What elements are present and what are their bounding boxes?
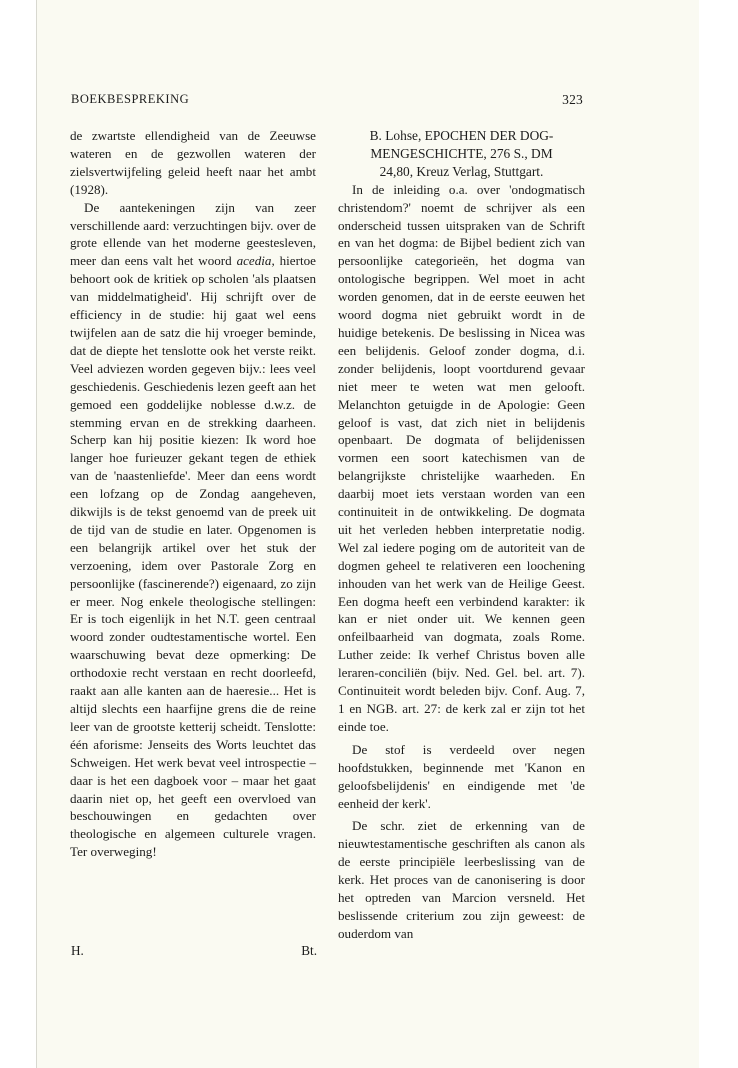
signoff — [71, 943, 317, 961]
paragraph — [70, 199, 316, 862]
section-title: BOEKBESPREKING — [71, 92, 190, 106]
paragraph: In de inleiding o.a. over 'ondogmatisch christendom?' noemt de schrijver als een onderscheid tussen uitspraken van de Schrift en van het dogma: de Bijbel bedient zich van persoonlijke categorieën, het dogma van ontologische begrippen. Wel moet in acht worden genomen, dat in de eerste eeuwen het woord dogma niet gebruikt wordt in de huidige betekenis. De beslissing in Nicea was een belijdenis. Geloof zonder dogma, d.i. zonder belijdenis, loopt voortdurend gevaar niet meer te weten wat men gelooft. Melanchton getuigde in de Apologie: Geen geloof is vast, dat zich niet in belijdenis openbaart. De dogmata of belijdenissen vormen een soort katechismen van de belangrijkste christelijke waarheden. En daarbij moet iets verstaan worden van een continuiteit in de ontwikkeling. De dogmata uit het verleden hebben interpretatie nodig. Wel zal iedere poging om de autoriteit van de dogmen geheel te relativeren een loochening inhouden van het werk van de Heilige Geest. Een dogma heeft een verbindend karakter: ik kan er niet onder uit. We kennen geen onfeilbaarheid van dogmata, zoals Rome. Luther zeide: Ik verhef Christus boven alle leraren-conciliën (bijv. Ned. Gel. bel. art. 7). Continuiteit wordt beleden bijv. Conf. Aug. 7, 1 en NGB. art. 27: de kerk zal er zijn tot het einde toe. — [338, 181, 585, 734]
paragraph: De stof is verdeeld over negen hoofdstukken, beginnende met 'Kanon en geloofsbelijdenis' en eindigende met 'de eenheid der kerk'. — [338, 741, 585, 811]
book-reference-line: B. Lohse, EPOCHEN DER DOG- — [369, 128, 554, 143]
book-reference — [338, 127, 585, 181]
paragraph-text: hiertoe behoort ook de kritiek op scholen 'als plaatsen van middelmatigheid'. Hij schrijft over de efficiency in de studie: hij gaat wel eens twijfelen aan de satz die hij vroeger beminde, dat de diepte het tenslotte ook het verste reikt. Veel adviezen worden gegeven bijv.: lees veel geschiedenis. Geschiedenis lezen geeft aan het gemoed een goddelijke noblesse d.w.z. de stemming ervan en de strekking daarheen. Scherp kan hij positie kiezen: Ik word hoe langer hoe furieuzer gekant tegen de ethiek van de 'naastenliefde'. Meer dan eens wordt een lofzang op de Zondag aangeheven, dikwijls is de tekst genoemd van de preek uit de tijd van de studie en later. Opgenomen is een belangrijk artikel over het stuk der verzoening, idem over Pastorale Zorg en persoonlijke (fascinerende?) eigenaard, zo zijn er meer. Nog enkele theologische stellingen: Er is toch eigenlijk in het N.T. geen centraal woord zonder oudtestamentische wortel. Een waarschuwing bevat deze opmerking: De orthodoxie recht verstaan en recht doorleefd, raakt aan alle kanten aan de haeresie... Het is altijd slechts een haarfijne grens die de reine leer van de grootste ketterij scheidt. Tenslotte: één aforisme: Jenseits des Worts leuchtet das Schweigen. Het werk bevat veel introspectie – daar is het een dagboek voor – maar het gaat daarin niet op, het geeft een overvloed van beschouwingen en gedachten over theologische en algemeen culturele vragen. Ter overweging! — [70, 253, 316, 860]
paragraph-text: De aantekeningen zijn van zeer verschillende aard: verzuchtingen bijv. over de grote ellende van het moderne geestesleven, meer dan eens valt het woord — [70, 199, 316, 269]
running-head — [71, 92, 583, 110]
page-edge — [36, 0, 37, 1068]
paragraph: De schr. ziet de erkenning van de nieuwtestamentische geschriften als canon als de eerste principiële leerbeslissing van de kerk. Het proces van de canonisering is door het optreden van Marcion versneld. Het beslissende criterium zou zijn geweest: de ouderdom van — [338, 818, 585, 941]
paragraph: de zwartste ellendigheid van de Zeeuwse wateren en de gezwollen wateren der zielsvertwijfeling geleid heeft naar het ambt (1928). — [70, 128, 316, 197]
book-reference-line: MENGESCHICHTE, 276 S., DM — [370, 145, 553, 161]
right-column — [338, 127, 585, 943]
reviewer-initial: H. — [71, 943, 84, 958]
italic-term: acedia, — [236, 253, 275, 269]
book-reference-line: 24,80, Kreuz Verlag, Stuttgart. — [379, 163, 544, 179]
reviewer-abbrev: Bt. — [301, 943, 317, 958]
page-number: 323 — [562, 92, 583, 107]
left-column — [70, 127, 316, 861]
